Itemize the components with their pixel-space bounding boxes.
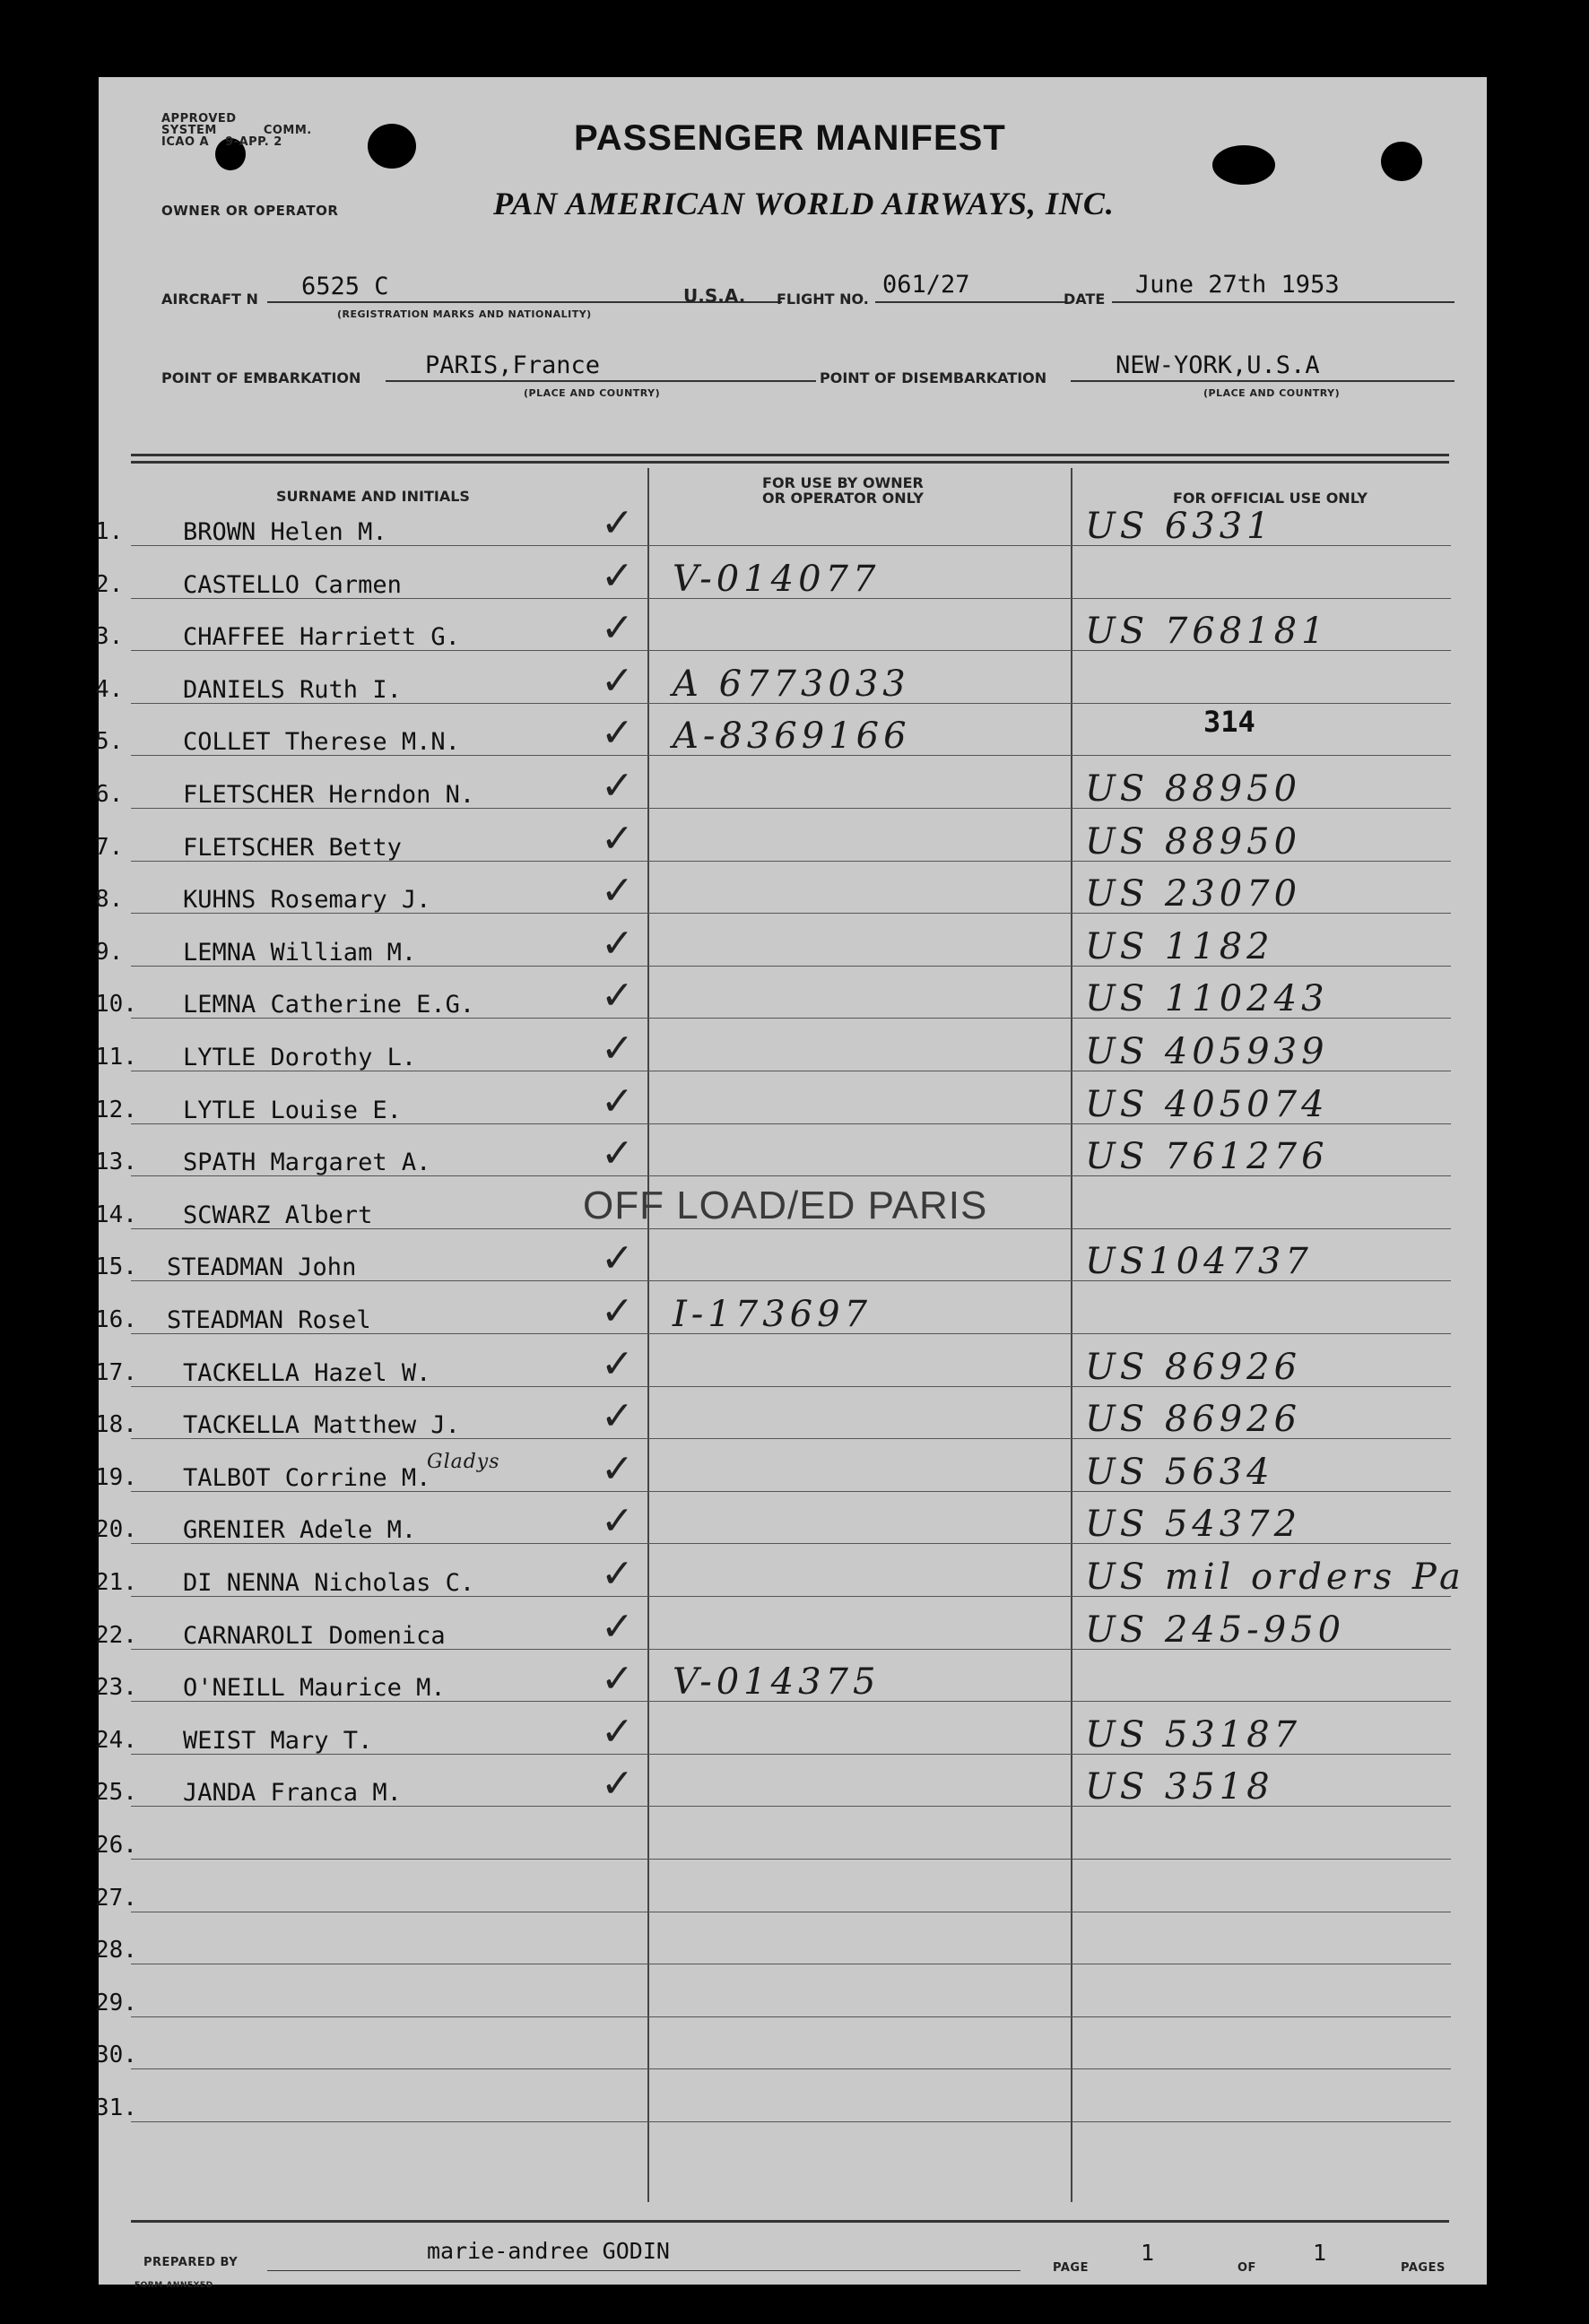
approval-block [161,113,312,148]
embarkation-label: POINT OF EMBARKATION [161,369,361,386]
punch-hole-left [368,124,416,169]
official-use-entry: US 405939 [1085,1031,1329,1072]
place-note-embark: (PLACE AND COUNTRY) [524,387,661,399]
passenger-name: TALBOT Corrine M. [183,1463,431,1492]
table-row [95,2042,1487,2116]
passenger-name: O'NEILL Maurice M. [183,1674,446,1703]
owner-label: OWNER OR OPERATOR [161,203,339,219]
row-number: 8. [95,886,124,914]
check-mark-icon: ✓ [601,1078,634,1124]
flight-value: 061/27 [882,271,970,299]
registration-note: (REGISTRATION MARKS AND NATIONALITY) [337,308,592,320]
row-number: 7. [95,833,124,861]
row-number: 2. [95,570,124,598]
passenger-name: LYTLE Dorothy L. [183,1044,417,1071]
official-number-note: 314 [1203,705,1255,739]
row-number: 28. [95,1937,137,1964]
approval-line: COMM. [263,124,312,137]
check-mark-icon: ✓ [601,1551,634,1597]
check-mark-icon: ✓ [601,1026,634,1071]
approval-line: SYSTEM [161,124,217,137]
owner-use-entry: V-014375 [673,1661,881,1704]
pages-label: PAGES [1401,2261,1446,2275]
row-number: 24. [95,1726,137,1754]
official-use-entry: US 245-950 [1085,1609,1346,1651]
punch-hole-mid [1212,145,1275,185]
column-header-surname: SURNAME AND INITIALS [276,488,470,505]
check-mark-icon: ✓ [601,1236,634,1282]
official-use-entry: US 86926 [1085,1399,1302,1441]
row-number: 21. [95,1569,137,1596]
passenger-name: LEMNA William M. [183,938,417,967]
row-number: 29. [95,1989,137,2016]
prepared-by-value: marie-andree GODIN [427,2238,670,2264]
check-mark-icon: ✓ [601,552,634,599]
row-number: 16. [95,1306,137,1333]
row-number: 20. [95,1516,137,1544]
prepared-by-label: PREPARED BY [143,2256,239,2269]
passenger-name: TACKELLA Matthew J. [183,1411,460,1440]
row-number: 25. [95,1779,137,1807]
passenger-name: SCWARZ Albert [183,1201,373,1229]
row-number: 9. [95,938,124,966]
row-number: 26. [95,1832,137,1859]
official-use-entry: US 110243 [1085,978,1329,1020]
disembarkation-value: NEW-YORK,U.S.A [1116,351,1320,379]
row-number: 17. [95,1358,137,1386]
row-number: 5. [95,728,124,756]
passenger-name: CHAFFEE Harriett G. [183,623,460,652]
column-header-owner [762,475,924,506]
row-number: 30. [95,2042,137,2069]
column-header-owner-line: FOR USE BY OWNER [762,474,924,491]
passenger-name: BROWN Helen M. [183,518,387,546]
table-row [95,1884,1487,1959]
page-total: 1 [1313,2240,1327,2266]
place-note-disembark: (PLACE AND COUNTRY) [1203,387,1341,399]
passenger-name: LYTLE Louise E. [183,1096,402,1124]
passenger-name: COLLET Therese M.N. [183,728,460,757]
table-row [95,1761,1487,1853]
operator-name: PAN AMERICAN WORLD AIRWAYS, INC. [493,186,1115,221]
row-number: 15. [95,1253,137,1281]
owner-use-entry: A 6773033 [673,663,910,705]
row-number: 18. [95,1411,137,1439]
official-use-entry: US 761276 [1085,1136,1329,1178]
official-use-entry: US 54372 [1085,1504,1302,1546]
check-mark-icon: ✓ [601,1131,634,1177]
passenger-name: STEADMAN John [167,1253,357,1282]
official-use-entry: US 1182 [1085,925,1274,967]
aircraft-label: AIRCRAFT N [161,290,258,308]
official-use-entry: US 405074 [1085,1083,1329,1125]
table-row [95,1989,1487,2064]
passenger-name: DI NENNA Nicholas C. [183,1569,475,1597]
check-mark-icon: ✓ [601,1393,634,1440]
passenger-name: FLETSCHER Betty [183,833,402,862]
check-mark-icon: ✓ [601,657,634,704]
check-mark-icon: ✓ [601,973,634,1019]
passenger-name: DANIELS Ruth I. [183,675,402,704]
table-row [95,1937,1487,2011]
passenger-name: GRENIER Adele M. [183,1516,417,1545]
check-mark-icon: ✓ [601,763,634,809]
official-use-entry: US 86926 [1085,1346,1302,1388]
passenger-name: CARNAROLI Domenica [183,1621,446,1650]
check-mark-icon: ✓ [601,605,634,652]
table-row [95,2094,1487,2169]
check-mark-icon: ✓ [601,920,634,967]
check-mark-icon: ✓ [601,1761,634,1808]
row-number: 23. [95,1674,137,1702]
punch-hole-right [1381,142,1422,181]
manifest-sheet [95,77,1487,2290]
official-use-entry: US 23070 [1085,873,1302,915]
table-row [95,1832,1487,1906]
official-use-entry: US104737 [1085,1241,1313,1283]
disembarkation-label: POINT OF DISEMBARKATION [820,369,1047,386]
passenger-name: KUHNS Rosemary J. [183,886,431,915]
official-use-entry: US 53187 [1085,1713,1302,1756]
passenger-name: WEIST Mary T. [183,1726,373,1755]
row-number: 6. [95,781,124,808]
row-number: 10. [95,991,137,1019]
check-mark-icon: ✓ [601,1708,634,1755]
passenger-name: TACKELLA Hazel W. [183,1358,431,1387]
official-use-entry: US mil orders Pa [1085,1557,1465,1598]
date-value: June 27th 1953 [1135,271,1340,299]
check-mark-icon: ✓ [601,1445,634,1492]
check-mark-icon: ✓ [601,1603,634,1650]
check-mark-icon: ✓ [601,710,634,757]
check-mark-icon: ✓ [601,1656,634,1703]
handwritten-gladys: Gladys [427,1451,500,1473]
embarkation-value: PARIS,France [425,351,601,379]
page-number: 1 [1141,2240,1155,2266]
owner-use-entry: V-014077 [673,558,881,600]
passenger-name: JANDA Franca M. [183,1779,402,1808]
passenger-name: STEADMAN Rosel [167,1306,371,1334]
row-number: 31. [95,2094,137,2121]
usa-label: U.S.A. [683,285,746,307]
owner-use-entry: A-8369166 [673,715,911,758]
page-title: PASSENGER MANIFEST [574,118,1006,158]
check-mark-icon: ✓ [601,1288,634,1334]
passenger-name: CASTELLO Carmen [183,570,402,599]
check-mark-icon: ✓ [601,1498,634,1545]
row-number: 22. [95,1621,137,1649]
row-number: 12. [95,1096,137,1123]
passenger-name: LEMNA Catherine E.G. [183,991,475,1019]
owner-use-entry: I-173697 [673,1294,873,1335]
row-number: 13. [95,1149,137,1176]
row-number: 19. [95,1463,137,1491]
official-use-entry: US 6331 [1085,506,1274,547]
row-number: 27. [95,1884,137,1912]
row-number: 1. [95,518,124,545]
official-use-entry: US 3518 [1085,1766,1274,1808]
row-number: 14. [95,1201,137,1228]
check-mark-icon: ✓ [601,815,634,862]
official-use-entry: US 88950 [1085,768,1302,810]
form-note: FORM ANNEXED [135,2281,213,2290]
official-use-entry: US 88950 [1085,820,1302,863]
column-header-official: FOR OFFICIAL USE ONLY [1173,490,1368,507]
of-label: OF [1237,2261,1256,2275]
check-mark-icon: ✓ [601,868,634,915]
flight-label: FLIGHT NO. [777,290,869,308]
check-mark-icon: ✓ [601,500,634,546]
offloaded-stamp: OFF LOAD/ED PARIS [583,1184,988,1227]
row-number: 3. [95,623,124,651]
aircraft-value: 6525 C [301,273,389,300]
passenger-name: FLETSCHER Herndon N. [183,781,475,809]
passenger-name: SPATH Margaret A. [183,1149,431,1177]
page-label: PAGE [1053,2261,1089,2275]
approval-line: 9-APP. 2 [225,135,282,149]
official-use-entry: US 5634 [1085,1451,1274,1493]
row-number: 4. [95,675,124,703]
row-number: 11. [95,1044,137,1071]
date-label: DATE [1064,290,1106,308]
check-mark-icon: ✓ [601,1340,634,1387]
approval-line: APPROVED [161,112,237,126]
approval-line: ICAO A [161,135,210,149]
official-use-entry: US 768181 [1085,611,1329,653]
column-header-owner-line: OR OPERATOR ONLY [762,490,924,507]
